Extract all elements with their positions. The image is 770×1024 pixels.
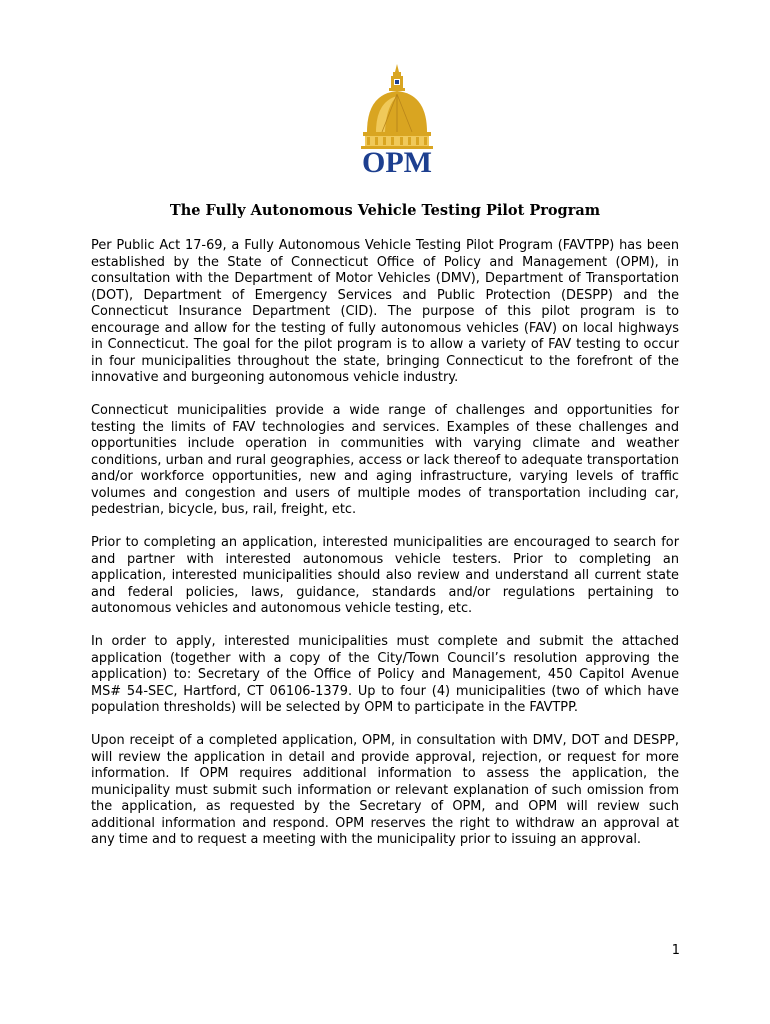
opm-dome-logo-graphic bbox=[352, 62, 442, 174]
paragraph-prior-to-application: Prior to completing an application, interested municipalities are encouraged to search for and partner with interested autonomous vehicle testers. Prior to completing an application, interested municipalities should also review and understand all current state and federal policies, laws, guidance, standards and/or regulations pertaining to autonomous vehicles and autonomous vehicle testing, etc. bbox=[91, 535, 679, 616]
page-number: 1 bbox=[671, 943, 680, 958]
opm-logo bbox=[352, 62, 442, 174]
paragraph-how-to-apply: In order to apply, interested municipalities must complete and submit the attached application (together with a copy of the City/Town Council’s resolution approving the application) to: Secretary of the Office of Policy and Management, 450 Capitol Avenue MS# 54-SEC, Hartford, CT 06106-1379. Up to four (4) municipalities (two of which have population thresholds) will be selected by OPM to participate in the FAVTPP. bbox=[91, 634, 679, 715]
paragraph-public-act: Per Public Act 17-69, a Fully Autonomous Vehicle Testing Pilot Program (FAVTPP) has been established by the State of Connecticut Office of Policy and Management (OPM), in consultation with the Department of Motor Vehicles (DMV), Department of Transportation (DOT), Department of Emergency Services and Public Protection (DESPP) and the Connecticut Insurance Department (CID). The purpose of this pilot program is to encourage and allow for the testing of fully autonomous vehicles (FAV) on local highways in Connecticut. The goal for the pilot program is to allow a variety of FAV testing to occur in four municipalities throughout the state, bringing Connecticut to the forefront of the innovative and burgeoning autonomous vehicle industry. bbox=[91, 238, 679, 385]
paragraph-challenges: Connecticut municipalities provide a wide range of challenges and opportunities for testing the limits of FAV technologies and services. Examples of these challenges and opportunities include operation in communities with varying climate and weather conditions, urban and rural geographies, access or lack thereof to adequate transportation and/or workforce opportunities, new and aging infrastructure, varying levels of traffic volumes and congestion and users of multiple modes of transportation including car, pedestrian, bicycle, bus, rail, freight, etc. bbox=[91, 403, 679, 517]
document-title: The Fully Autonomous Vehicle Testing Pilot Program bbox=[169, 202, 601, 219]
paragraph-review-process: Upon receipt of a completed application, OPM, in consultation with DMV, DOT and DESPP, will review the application in detail and provide approval, rejection, or request for more information. If OPM requires additional information to assess the application, the municipality must submit such information or relevant explanation of such omission from the application, as requested by the Secretary of OPM, and OPM will review such additional information and respond. OPM reserves the right to withdraw an approval at any time and to request a meeting with the municipality prior to issuing an approval. bbox=[91, 733, 679, 847]
document-body bbox=[91, 238, 679, 865]
opm-wordmark: OPM bbox=[362, 146, 432, 174]
